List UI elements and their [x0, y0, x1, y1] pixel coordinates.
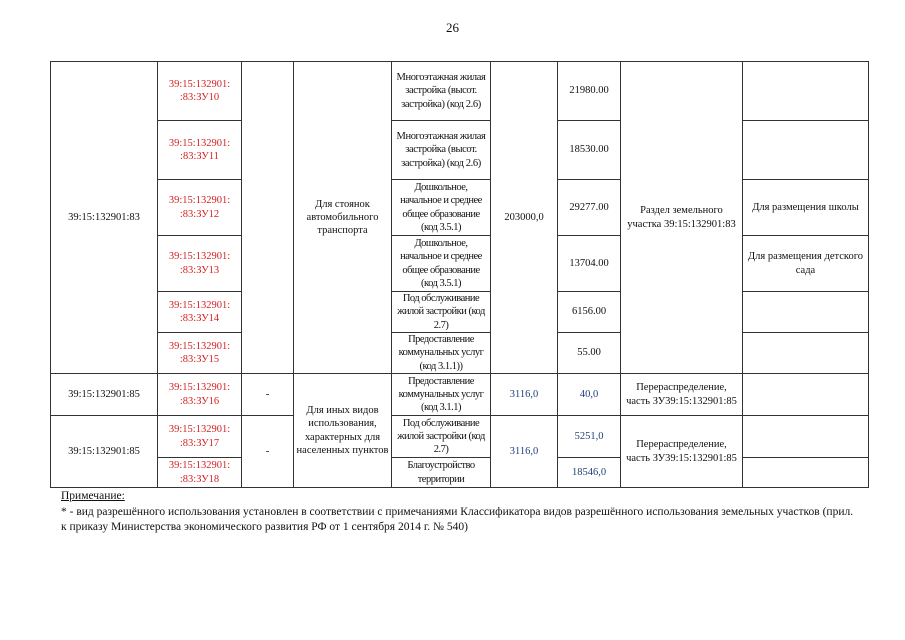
purpose-cell [743, 62, 869, 121]
dash-cell: - [242, 374, 294, 416]
permitted-use-cell: Дошкольное, начальное и среднее общее образование (код 3.5.1) [392, 236, 491, 292]
empty-cell [242, 62, 294, 374]
new-plot-code: 39:15:132901: :83:ЗУ16 [158, 374, 242, 416]
source-area-cell: 3116,0 [491, 416, 558, 488]
footnote-text: * - вид разрешённого использования установлен в соответствии с примечаниями Классификатора видов разрешённого использования земельных участков (прил. к приказу Министерства экономического развития РФ от 1 сентября 2014 г. № 540) [61, 505, 854, 534]
purpose-cell: Для размещения детского сада [743, 236, 869, 292]
purpose-cell [743, 416, 869, 458]
table-row [51, 416, 869, 458]
formation-method-cell: Перераспределение, часть ЗУ39:15:132901:85 [621, 374, 743, 416]
new-area-cell: 21980.00 [558, 62, 621, 121]
new-area-cell: 6156.00 [558, 292, 621, 333]
table-row [51, 374, 869, 416]
new-plot-code: 39:15:132901: :83:ЗУ18 [158, 458, 242, 488]
new-area-cell: 55.00 [558, 333, 621, 374]
land-plots-table [50, 61, 869, 488]
table-row [51, 236, 869, 292]
new-plot-code: 39:15:132901: :83:ЗУ17 [158, 416, 242, 458]
table-row [51, 333, 869, 374]
permitted-use-cell: Многоэтажная жилая застройка (высот. застройка) (код 2.6) [392, 62, 491, 121]
new-plot-code: 39:15:132901: :83:ЗУ10 [158, 62, 242, 121]
table-row [51, 180, 869, 236]
source-plot-cell: 39:15:132901:85 [51, 374, 158, 416]
source-plot-cell: 39:15:132901:83 [51, 62, 158, 374]
source-plot-cell: 39:15:132901:85 [51, 416, 158, 488]
permitted-use-cell: Предоставление коммунальных услуг (код 3.1.1)) [392, 333, 491, 374]
new-area-cell: 18530.00 [558, 121, 621, 180]
source-area-cell: 3116,0 [491, 374, 558, 416]
new-area-cell: 29277.00 [558, 180, 621, 236]
table-row [51, 292, 869, 333]
purpose-cell [743, 292, 869, 333]
new-plot-code: 39:15:132901: :83:ЗУ11 [158, 121, 242, 180]
footnote-title: Примечание: [61, 490, 125, 502]
current-use-cell: Для стоянок автомобильного транспорта [294, 62, 392, 374]
new-area-cell: 18546,0 [558, 458, 621, 488]
dash-cell: - [242, 416, 294, 488]
formation-method-cell: Перераспределение, часть ЗУ39:15:132901:85 [621, 416, 743, 488]
current-use-cell: Для иных видов использования, характерных для населенных пунктов [294, 374, 392, 488]
permitted-use-cell: Под обслуживание жилой застройки (код 2.7) [392, 416, 491, 458]
new-plot-code: 39:15:132901: :83:ЗУ13 [158, 236, 242, 292]
new-area-cell: 40,0 [558, 374, 621, 416]
new-area-cell: 13704.00 [558, 236, 621, 292]
purpose-cell [743, 333, 869, 374]
permitted-use-cell: Многоэтажная жилая застройка (высот. застройка) (код 2.6) [392, 121, 491, 180]
new-plot-code: 39:15:132901: :83:ЗУ12 [158, 180, 242, 236]
source-area-cell: 203000,0 [491, 62, 558, 374]
purpose-cell [743, 374, 869, 416]
new-area-cell: 5251,0 [558, 416, 621, 458]
permitted-use-cell: Благоустройство территории [392, 458, 491, 488]
permitted-use-cell: Предоставление коммунальных услуг (код 3.1.1) [392, 374, 491, 416]
page-number: 26 [446, 20, 459, 35]
purpose-cell [743, 121, 869, 180]
footnote [61, 489, 861, 536]
new-plot-code: 39:15:132901: :83:ЗУ14 [158, 292, 242, 333]
purpose-cell [743, 458, 869, 488]
formation-method-cell: Раздел земельного участка 39:15:132901:83 [621, 62, 743, 374]
permitted-use-cell: Под обслуживание жилой застройки (код 2.7) [392, 292, 491, 333]
table-row [51, 62, 869, 121]
table-row [51, 121, 869, 180]
permitted-use-cell: Дошкольное, начальное и среднее общее образование (код 3.5.1) [392, 180, 491, 236]
new-plot-code: 39:15:132901: :83:ЗУ15 [158, 333, 242, 374]
purpose-cell: Для размещения школы [743, 180, 869, 236]
table-row [51, 458, 869, 488]
